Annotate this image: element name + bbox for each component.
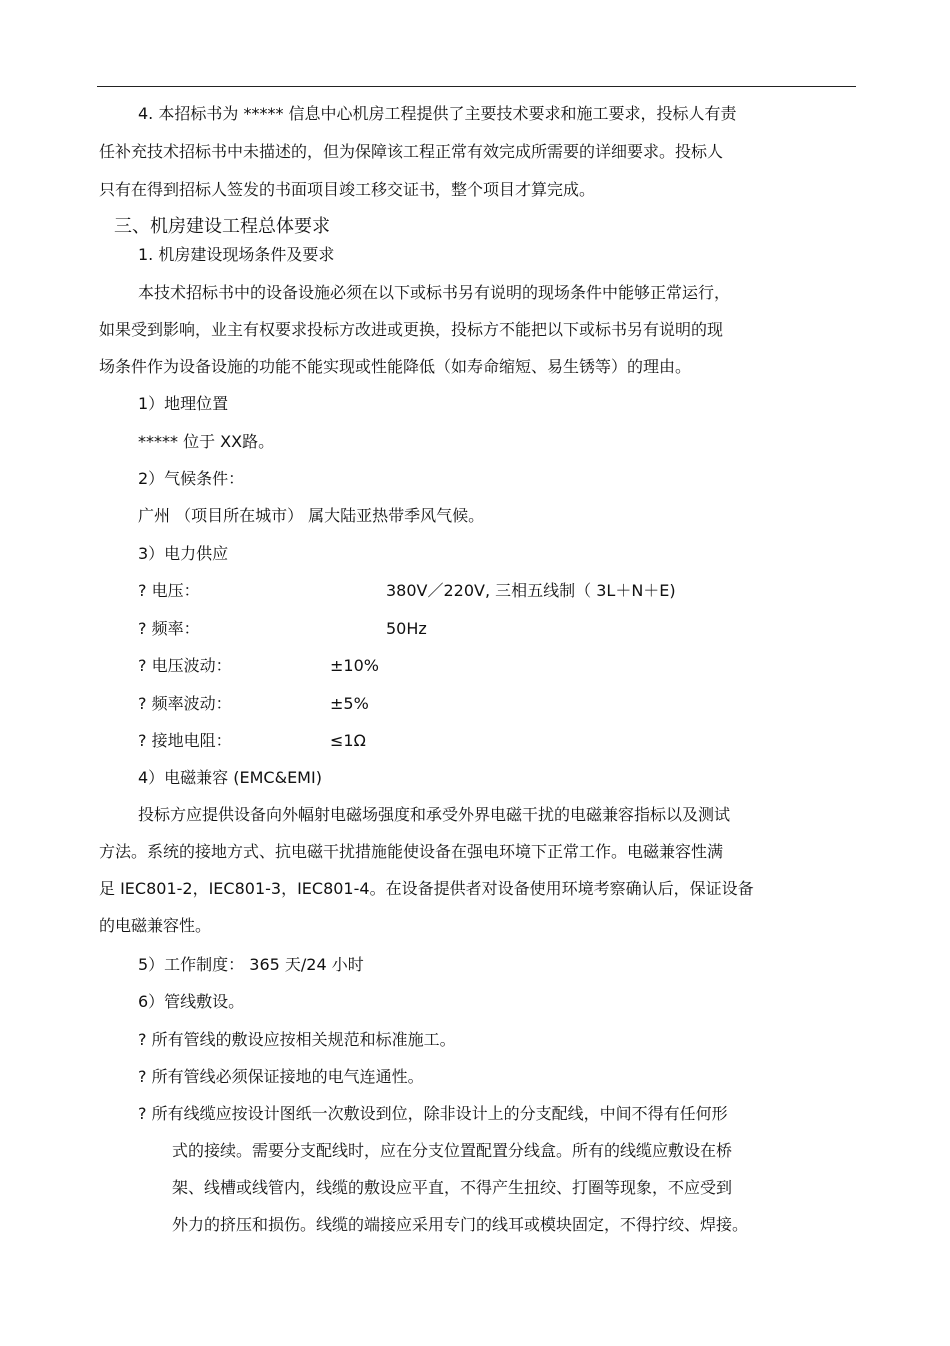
emc-line-4: 的电磁兼容性。 [99, 916, 212, 935]
pipes-item-3-line-3: 架、线槽或线管内，线缆的敷设应平直，不得产生扭绞、打圈等现象，不应受到 [172, 1178, 733, 1197]
emc-line-1: 投标方应提供设备向外幅射电磁场强度和承受外界电磁干扰的电磁兼容指标以及测试 [138, 805, 731, 824]
site-conditions-line-3: 场条件作为设备设施的功能不能实现或性能降低（如寿命缩短、易生锈等）的理由。 [99, 357, 692, 376]
subsection-heading: 1. 机房建设现场条件及要求 [138, 245, 335, 264]
section-heading: 三、机房建设工程总体要求 [114, 216, 330, 237]
intro-line-3: 只有在得到招标人签发的书面项目竣工移交证书，整个项目才算完成。 [99, 180, 596, 199]
site-conditions-line-1: 本技术招标书中的设备设施必须在以下或标书另有说明的现场条件中能够正常运行， [138, 283, 731, 302]
power-voltage-value: 380V／220V, 三相五线制（ 3L＋N＋E) [386, 581, 676, 600]
power-grounding-value: ≤1Ω [330, 731, 366, 750]
pipes-item-1: ? 所有管线的敷设应按相关规范和标准施工。 [138, 1030, 456, 1049]
pipes-title: 6）管线敷设。 [138, 992, 245, 1011]
header-rule [97, 86, 856, 87]
power-voltage-fluct-label: ? 电压波动： [138, 656, 232, 675]
climate-text: 广州 （项目所在城市） 属大陆亚热带季风气候。 [138, 506, 485, 525]
power-title: 3）电力供应 [138, 544, 229, 563]
pipes-item-3-line-2: 式的接续。需要分支配线时，应在分支位置配置分线盒。所有的线缆应敷设在桥 [172, 1141, 733, 1160]
site-conditions-line-2: 如果受到影响，业主有权要求投标方改进或更换，投标方不能把以下或标书另有说明的现 [99, 320, 724, 339]
power-frequency-value: 50Hz [386, 619, 427, 638]
emc-title: 4）电磁兼容 (EMC&EMI) [138, 768, 322, 787]
power-frequency-fluct-label: ? 频率波动： [138, 694, 232, 713]
power-voltage-label: ? 电压： [138, 581, 200, 600]
power-grounding-label: ? 接地电阻： [138, 731, 232, 750]
intro-line-1: 4. 本招标书为 ***** 信息中心机房工程提供了主要技术要求和施工要求，投标人有责 [138, 104, 737, 123]
intro-line-2: 任补充技术招标书中未描述的，但为保障该工程正常有效完成所需要的详细要求。投标人 [99, 142, 724, 161]
pipes-item-3-line-1: ? 所有线缆应按设计图纸一次敷设到位，除非设计上的分支配线，中间不得有任何形 [138, 1104, 728, 1123]
geo-title: 1）地理位置 [138, 394, 229, 413]
emc-line-2: 方法。系统的接地方式、抗电磁干扰措施能使设备在强电环境下正常工作。电磁兼容性满 [99, 842, 724, 861]
emc-line-3: 足 IEC801-2，IEC801-3，IEC801-4。在设备提供者对设备使用环境考察确认后，保证设备 [99, 879, 754, 898]
power-frequency-label: ? 频率： [138, 619, 200, 638]
geo-text: ***** 位于 XX路。 [138, 432, 275, 451]
pipes-item-2: ? 所有管线必须保证接地的电气连通性。 [138, 1067, 424, 1086]
power-frequency-fluct-value: ±5% [330, 694, 369, 713]
power-voltage-fluct-value: ±10% [330, 656, 379, 675]
work-schedule: 5）工作制度： 365 天/24 小时 [138, 955, 364, 974]
climate-title: 2）气候条件： [138, 469, 245, 488]
pipes-item-3-line-4: 外力的挤压和损伤。线缆的端接应采用专门的线耳或模块固定，不得拧绞、焊接。 [172, 1215, 749, 1234]
